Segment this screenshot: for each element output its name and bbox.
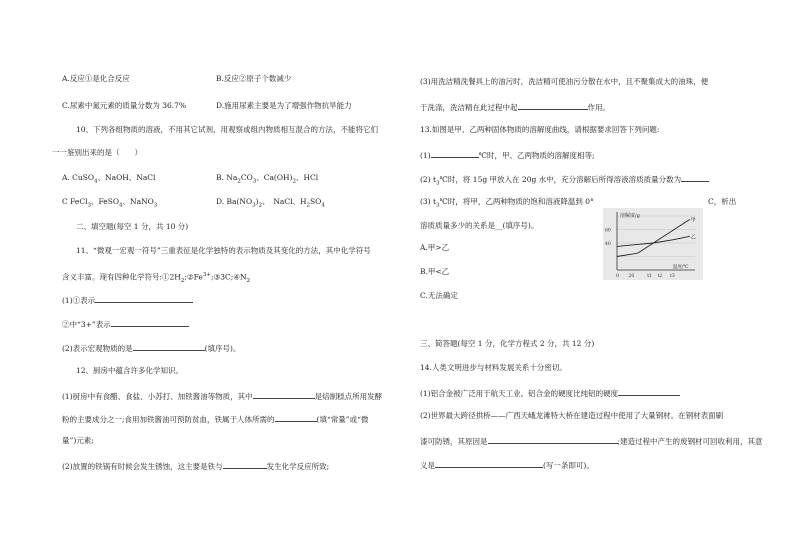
q9-option-d: D.施用尿素主要是为了增强作物抗旱能力 xyxy=(216,101,352,110)
chart-y-tick-label: 40 xyxy=(605,242,611,247)
answer-blank[interactable] xyxy=(111,318,189,327)
chart-y-tick-label: 60 xyxy=(605,228,611,234)
answer-blank[interactable] xyxy=(431,149,479,158)
q12-part3-line2: 于洗涤，洗洁精在此过程中起 作用。 xyxy=(420,103,610,112)
q9-option-b: B.反应②原子个数减少 xyxy=(216,74,292,83)
q13-part3-line1-end: C，析出 xyxy=(708,197,737,206)
q11-stem-line1: 11、“微观一宏观一符号”三重表征是化学独特的表示物质及其变化的方法，其中化学符号 xyxy=(76,246,371,255)
q13-stem: 13.如图是甲、乙两种固体物质的溶解度曲线，请根据要求回答下列问题: xyxy=(420,125,660,134)
q13-part1: (1) ℃时，甲、乙两物质的溶解度相等; xyxy=(420,151,595,160)
q10-option-a: A. CuSO$_4$、NaOH、NaCl xyxy=(62,173,156,185)
q12-part1-line3: 量”)元素; xyxy=(62,436,94,445)
q10-option-c: C FeCl$_3$、FeSO$_4$、NaNO$_3$ xyxy=(62,197,158,209)
chart-y-axis-label: 溶解度/g xyxy=(620,213,640,219)
chart-x-tick-label: 20 xyxy=(628,274,635,279)
answer-blank[interactable] xyxy=(618,387,680,396)
q10-stem-line1: 10、下列各组物质的溶液，不用其它试剂，用观察或组内物质相互混合的方法，不能将它们 xyxy=(76,125,379,134)
q12-stem: 12、厨房中蕴含许多化学知识。 xyxy=(76,366,184,375)
chart-x-tick-label: t3 xyxy=(670,274,675,279)
q13-option-a: A.甲>乙 xyxy=(420,243,450,252)
chart-series-label: 乙 xyxy=(690,234,696,241)
chart-x-axis-label: 温度/℃ xyxy=(673,265,689,270)
answer-blank[interactable] xyxy=(275,413,317,422)
answer-blank[interactable] xyxy=(253,390,315,399)
q14-part2-line1: (2)世界最大跨径拱桥——广西天峨龙滩特大桥在建造过程中使用了大量钢材。在钢材表面刷 xyxy=(420,411,724,420)
q14-part2-line2: 漆可防锈，其原因是 ;建造过程中产生的废钢材可回收利用，其意 xyxy=(420,437,763,446)
q9-option-a: A.反应①是化合反应 xyxy=(62,74,130,83)
q12-part1-line1: (1)厨房中有食醋、食盐、小苏打、加铁酱油等物质，其中 是焙制糕点所用发酵 xyxy=(62,392,383,401)
q12-part2: (2)放置的铁锅有时候会发生锈蚀，这主要是铁与 发生化学反应所致; xyxy=(62,462,330,471)
q12-part3-line1: (3)用洗洁精洗餐具上的油污时，洗洁精可使油污分散在水中，且不聚集成大的油珠，便 xyxy=(420,77,709,86)
chart-series-label: 甲 xyxy=(690,217,696,224)
q10-option-d: D. $Ba(NO_3)_2$、 NaCl、$H_2SO_4$ xyxy=(216,197,325,209)
q13-part2: (2) $t_3℃$时，将 15g 甲放入在 20g 水中，充分溶解后所得溶液溶质质量分数为 xyxy=(420,173,709,189)
answer-blank[interactable] xyxy=(133,342,205,351)
chart-x-tick-label: t2 xyxy=(657,274,663,279)
section-fill-in-title: 二、填空题(每空 1 分，共 10 分) xyxy=(76,222,189,231)
q14-stem: 14.人类文明进步与材料发展关系十分密切。 xyxy=(420,363,567,372)
answer-blank[interactable] xyxy=(518,101,588,110)
solubility-curve-figure xyxy=(603,208,703,280)
chart-x-tick-label: t1 xyxy=(647,274,652,279)
q12-part1-line2: 粉的主要成分之一;食用加铁酱油可预防贫血，铁属于人体所需的 (填“常量”或“微 xyxy=(62,415,369,424)
q11-stem-line2: 含义丰富。现有四种化学符号$:①2H_2;②Fe^{3+};③3C;④N_2$ xyxy=(62,272,251,284)
q13-part3-line1: (3) $t_3℃$时，将甲，乙两种物质的饱和溶液降温到 0° xyxy=(420,197,594,209)
q11-part1: (1)①表示 xyxy=(62,294,193,306)
q13-option-b: B.甲<乙 xyxy=(420,267,450,276)
answer-blank[interactable] xyxy=(488,435,618,444)
q10-stem-line2: 一一鉴别出来的是（ ） xyxy=(52,148,142,157)
q14-part2-line3: 义是 (写一条即可)。 xyxy=(420,461,594,470)
q13-part3-line2: 溶质质量多少的关系是__(填序号)。 xyxy=(420,221,539,230)
solubility-chart-svg xyxy=(603,208,703,280)
answer-blank[interactable] xyxy=(435,459,543,468)
answer-blank[interactable] xyxy=(95,294,193,303)
q11-part2: ②中“3+”表示 xyxy=(62,318,189,330)
q14-part1: (1)铝合金被广泛用于航天工业。铝合金的硬度比纯铝的硬度 xyxy=(420,387,680,399)
answer-blank[interactable] xyxy=(223,460,267,469)
chart-x-tick-label: 0 xyxy=(616,274,619,279)
q11-part3: (2)表示宏观物质的是 (填序号)。 xyxy=(62,344,241,353)
q9-option-c: C.尿素中氮元素的质量分数为 36.7% xyxy=(62,101,187,110)
q13-option-c: C.无法确定 xyxy=(420,291,458,300)
q10-option-b: B. $Na_2CO_3$、$Ca(OH)_2$、HCl xyxy=(216,173,319,185)
section-short-answer-title: 三、简答题(每空 1 分，化学方程式 2 分，共 12 分) xyxy=(420,339,595,348)
answer-blank[interactable] xyxy=(681,173,709,182)
